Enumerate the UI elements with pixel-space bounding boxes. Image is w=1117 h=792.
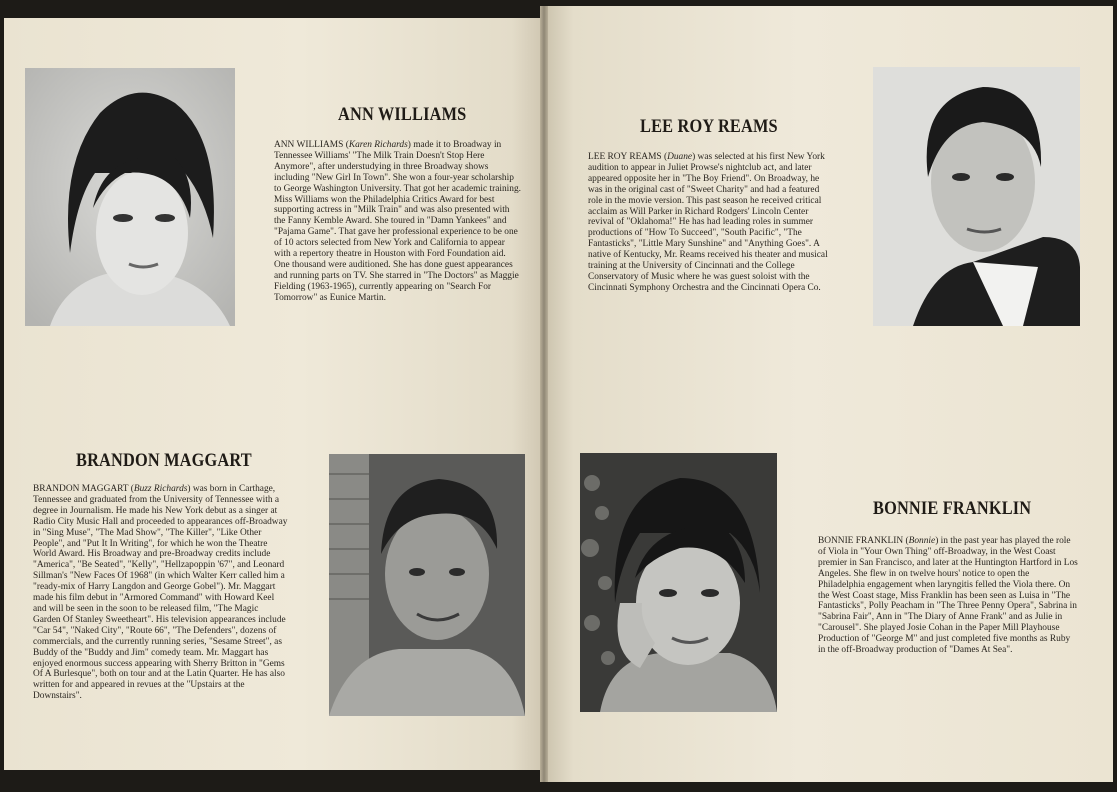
bonnie-franklin-role: Bonnie — [908, 536, 936, 546]
ann-williams-name: ANN WILLIAMS — [338, 104, 467, 125]
brandon-maggart-bio: BRANDON MAGGART (Buzz Richards) was born in Carthage, Tennessee and graduated from the University of Tennessee with a degree in Journalism. He made his New York debut as a singer at Radio City Music Hall and proceeded to appearances off-Broadway in "Sing Muse", "The Mad Show", "The Killer", "Like Other People", and "Put It In Writing", for which he won the Theatre World Award. His Broadway and pre-Broadway credits include "America", "Be Seated", "Kelly", "Hellzapoppin '67", and Leonard Sillman's "New Faces Of 1968" (in which Walter Kerr called him a "ready-mix of Harry Langdon and George Gobel"). Mr. Maggart made his film debut in "Armored Command" with Howard Keel and will be seen in the soon to be released film, "The Magic Garden Of Stanley Sweetheart". His television appearances include "Car 54", "Naked City", "Route 66", "The Defenders", dozens of commercials, and the currently running series, "Sesame Street", as Buddy of the "Buddy and Jim" comedy team. Mr. Maggart has enjoyed enormous success appearing with Sherry Britton in "Gems Of A Burlesque", both on tour and at the Latin Quarter. He has also written for and appeared in revues at the "Upstairs at the Downstairs". — [33, 484, 288, 702]
lee-roy-reams-role: Duane — [667, 152, 693, 162]
lee-roy-reams-bio: LEE ROY REAMS (Duane) was selected at his first New York audition to appear in Juliet Prowse's nightclub act, and later appeared opposite her in "The Boy Friend". On Broadway, he was in the original cast of "Sweet Charity" and had a featured role in the movie version. This past season he received critical acclaim as Will Parker in Richard Rodgers' Lincoln Center revival of "Oklahoma!" He has had leading roles in summer productions of "How To Succeed", "South Pacific", "The Fantasticks", "Little Mary Sunshine" and "Anything Goes". A native of Kentucky, Mr. Reams received his theater and musical training at the University of Cincinnati and the College Conservatory of Music where he was guest soloist with the Cincinnati Symphony Orchestra and the Cincinnati Opera Co. — [588, 152, 828, 293]
ann-williams-photo — [25, 68, 235, 326]
lee-roy-reams-name: LEE ROY REAMS — [640, 116, 778, 137]
brandon-maggart-name: BRANDON MAGGART — [76, 450, 252, 471]
bonnie-franklin-name: BONNIE FRANKLIN — [873, 498, 1032, 519]
ann-williams-bio: ANN WILLIAMS (Karen Richards) made it to Broadway in Tennessee Williams' "The Milk Train Doesn't Stop Here Anymore", after understudying in three Broadway shows including "New Girl In Town". She won a four-year scholarship to George Washington University. That got her academic training. Miss Williams won the Philadelphia Critics Award for best supporting actress in "Milk Train" and was also presented with the Fanny Kemble Award. She toured in "Damn Yankees" and "Pajama Game". That gave her professional experience to be one of 10 actors selected from New York and California to appear with a repertory theatre in Houston with Ford Foundation aid. One thousand were auditioned. She has done guest appearances and running parts on TV. She starred in "The Doctors" as Maggie Fielding (1963-1965), currently appearing on "Search For Tomorrow" as Eunice Martin. — [274, 140, 522, 303]
bonnie-franklin-bio: BONNIE FRANKLIN (Bonnie) in the past year has played the role of Viola in "Your Own Thing" off-Broadway, in the West Coast premier in San Francisco, and later at the Huntington Hartford in Los Angeles. She flew in on twelve hours' notice to open the Philadelphia engagement when laryngitis felled the Viola there. On the West Coast stage, Miss Franklin has been seen as Luisa in "The Fantasticks", Polly Peacham in "The Three Penny Opera", Sabrina in "Sabrina Fair", Ann in "The Diary of Anne Frank" and as Julie in "Carousel". She played Josie Cohan in the Paper Mill Playhouse Production of "George M" and just completed five months as Ruby in the off-Broadway production of "Dames At Sea". — [818, 536, 1078, 656]
lee-roy-reams-photo — [873, 67, 1080, 326]
book-gutter — [540, 6, 548, 782]
ann-williams-role: Karen Richards — [348, 140, 408, 150]
brandon-maggart-role: Buzz Richards — [133, 484, 188, 494]
bonnie-franklin-photo — [580, 453, 777, 712]
brandon-maggart-photo — [329, 454, 525, 716]
